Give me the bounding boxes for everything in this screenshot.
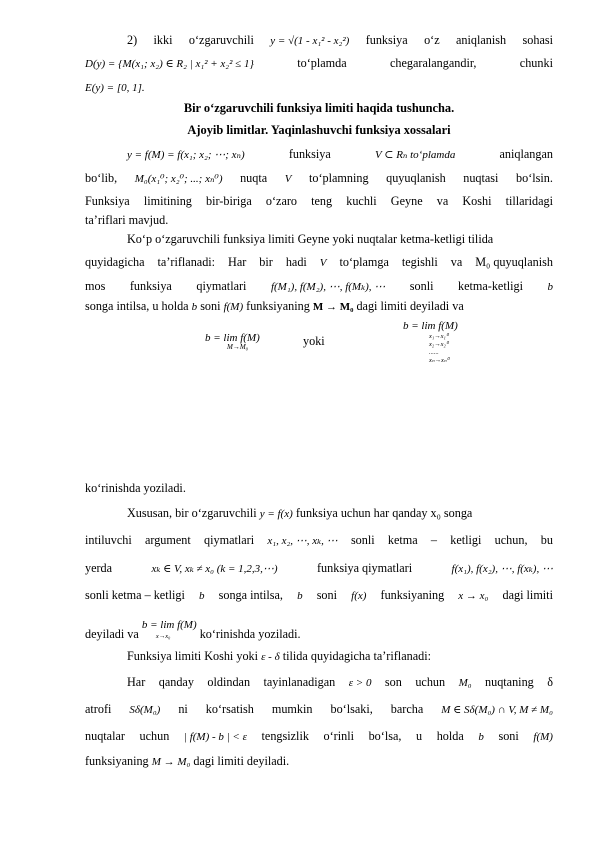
math-formula: | f(M) - b | < ε (183, 731, 247, 743)
text: sonli (409, 279, 434, 293)
math-formula: b = lim f(M) (141, 619, 197, 631)
text: nuqtalar (85, 729, 125, 743)
text: bo‘lsin. (516, 171, 553, 185)
text: bo‘lsa, (368, 729, 402, 743)
text: ni (178, 702, 188, 716)
paragraph-line (85, 728, 553, 745)
math-formula: E(y) = [0, 1]. (85, 82, 145, 94)
text: Funksiya limiti Koshi yoki (127, 649, 262, 663)
yoki-text: yoki (303, 334, 325, 348)
limit-formula-3 (142, 616, 197, 640)
paragraph-line (85, 55, 553, 72)
text: soni (316, 588, 338, 602)
text: Har (127, 675, 146, 689)
limit-formula-2 (403, 318, 458, 365)
text: bir (259, 255, 273, 269)
math-formula: M ∈ Sδ(M₀) ∩ V, M ≠ M₀ (441, 704, 553, 716)
paragraph-line (127, 32, 553, 49)
text: chunki (519, 56, 553, 70)
text: ketligi (450, 533, 482, 547)
text: uchun (139, 729, 170, 743)
paragraph-line (85, 560, 553, 577)
text: funksiyaning (85, 754, 152, 768)
text: sonli (350, 533, 375, 547)
text: soni (498, 729, 519, 743)
text: oldindan (207, 675, 251, 689)
text: aniqlangan (499, 147, 553, 161)
paragraph-line (127, 648, 553, 665)
text: soni (197, 299, 224, 313)
text: ko‘rinishda yoziladi. (196, 627, 301, 641)
text: nuqtasi (463, 171, 499, 185)
text: qiymatlari (204, 533, 255, 547)
text: ta’riflanadi: (157, 255, 216, 269)
paragraph-line (85, 298, 553, 315)
section-title: Bir o‘zgaruvchili funksiya limiti haqida tushuncha. (183, 101, 455, 115)
text: u (416, 729, 423, 743)
text: aniqlanish (456, 33, 507, 47)
text: holda (436, 729, 464, 743)
text: – (430, 533, 438, 547)
text: bo‘lib, (85, 171, 118, 185)
math-formula: D(y) = {M(x₁; x₂) ∈ R₂ | x₁² + x₂² ≤ 1} (85, 58, 254, 70)
text: son (384, 675, 402, 689)
text: funksiya (288, 147, 331, 161)
section-subtitle: Ajoyib limitlar. Yaqinlashuvchi funksiya xossalari (187, 123, 451, 137)
text: quyuqlanish (386, 171, 446, 185)
text: Koshi (462, 194, 492, 208)
text: Xususan, bir o‘zgaruvchili (127, 506, 260, 520)
paragraph-line (85, 193, 553, 209)
text: dagi limiti deyiladi. (190, 754, 290, 768)
limit-subscript-stack (429, 333, 458, 365)
text: teng (311, 194, 333, 208)
text: nuqta (240, 171, 268, 185)
text: 2) (127, 33, 138, 47)
text: funksiyaning (380, 588, 445, 602)
math-formula: f(M) (533, 731, 553, 743)
math-formula: V ⊂ Rₙ to‘plamda (374, 149, 456, 161)
text: funksiya qiymatlari (317, 561, 413, 575)
math-formula: x → x₀ (458, 590, 489, 602)
paragraph-line (85, 753, 553, 770)
text: bo‘lsaki, (330, 702, 373, 716)
text: mos (85, 279, 106, 293)
math-symbol: b (191, 301, 198, 313)
math-formula: f(M₁), f(M₂), ⋯, f(Mₖ), ⋯ (270, 281, 386, 293)
text: uchun (415, 675, 446, 689)
text: sonli ketma – ketligi (85, 588, 185, 602)
text: tengsizlik (261, 729, 309, 743)
text: bir-biriga (206, 194, 252, 208)
text: songa intilsa, u holda (85, 299, 192, 313)
text: Funksiya (85, 194, 130, 208)
math-formula: f(x₁), f(x₂), ⋯, f(xₖ), ⋯ (451, 563, 553, 575)
text: va (436, 194, 449, 208)
text: dagi limiti deyiladi va (353, 299, 464, 313)
text: o‘rinli (323, 729, 354, 743)
math-symbol: b (198, 590, 205, 602)
limit-formula-1 (205, 330, 260, 351)
math-symbol: V (319, 257, 327, 269)
text: tilida quyidagicha ta’riflanadi: (279, 649, 431, 663)
text: hadi (285, 255, 307, 269)
math-formula: f(M) (223, 301, 244, 313)
limit-subscript: M→M₀ (227, 343, 249, 351)
text: mumkin (271, 702, 313, 716)
text: o‘zaro (265, 194, 298, 208)
limit-subscript: ...... (429, 349, 439, 356)
math-formula: M₀(x₁⁰; x₂⁰; ...; xₙ⁰) (134, 173, 223, 185)
limit-subscript: xₙ→xₙ⁰ (429, 357, 450, 364)
text: uchun, (494, 533, 528, 547)
paragraph-line (127, 146, 553, 163)
text: barcha (390, 702, 424, 716)
paragraph-line: ko‘rinishda yoziladi. (85, 481, 186, 495)
math-formula: f(x) (351, 590, 367, 602)
text: chegaralangandir, (389, 56, 477, 70)
paragraph-line (85, 79, 553, 96)
text: quyidagicha (85, 255, 145, 269)
text: tillaridagi (505, 194, 553, 208)
limit-subscript: x₁→x₁⁰ (429, 333, 449, 340)
text: tegishli (401, 255, 438, 269)
text: ko‘rsatish (205, 702, 254, 716)
math-formula: Sδ(M₀) (129, 704, 161, 716)
math-formula: y = f(M) = f(x₁; x₂; ⋯; xₙ) (127, 149, 245, 161)
math-formula: b = lim f(M) (205, 332, 260, 344)
paragraph-line (85, 587, 553, 604)
limit-subscript: x₂→x₂⁰ (429, 341, 449, 348)
paragraph-line: Ko‘p o‘zgaruvchili funksiya limiti Geyne yoki nuqtalar ketma-ketligi tilida (127, 232, 494, 246)
math-formula: ε - δ (261, 651, 280, 663)
text: Geyne (390, 194, 423, 208)
paragraph-line (85, 254, 553, 271)
math-symbol: b (478, 731, 484, 743)
paragraph-line (85, 278, 553, 295)
text: yerda (85, 561, 113, 575)
text: ikki (153, 33, 173, 47)
text: funksiyaning (243, 299, 313, 313)
paragraph-line (85, 532, 553, 549)
text: argument (144, 533, 191, 547)
text: dagi limiti (502, 588, 553, 602)
paragraph-line: ta’riflari mavjud. (85, 213, 169, 227)
math-symbol: M₀ (458, 677, 472, 689)
text: qanday (158, 675, 194, 689)
text: limitining (143, 194, 192, 208)
text: songa intilsa, (218, 588, 283, 602)
text: to‘plamning (308, 171, 369, 185)
math-formula: y = f(x) (259, 508, 293, 520)
limit-subscript: x→x₀ (155, 633, 171, 640)
math-formula: ε > 0 (348, 677, 372, 689)
text: intiluvchi (85, 533, 132, 547)
text: qiymatlari (196, 279, 247, 293)
paragraph-line (85, 170, 553, 187)
text: funksiya (129, 279, 172, 293)
text: va (450, 255, 463, 269)
text: δ (547, 675, 553, 689)
math-symbol: b (297, 590, 303, 602)
text: atrofi (85, 702, 112, 716)
paragraph-line (85, 616, 553, 642)
text: Har (228, 255, 247, 269)
text: tayinlanadigan (263, 675, 336, 689)
text: o‘zgaruvchili (188, 33, 254, 47)
text: bu (540, 533, 553, 547)
text: to‘plamga (339, 255, 389, 269)
math-formula: x₁, x₂, ⋯, xₖ, ⋯ (267, 535, 338, 547)
text: ketma-ketligi (457, 279, 523, 293)
text: M₀ quyuqlanish (475, 255, 553, 269)
math-symbol: V (284, 173, 292, 185)
text: to‘plamda (297, 56, 347, 70)
math-symbol: b (547, 281, 553, 293)
paragraph-line (127, 674, 553, 691)
text: nuqtaning (485, 675, 534, 689)
text: ketma (387, 533, 418, 547)
text: kuchli (346, 194, 377, 208)
math-formula: M → M₀ (151, 756, 191, 768)
math-formula: b = lim f(M) (403, 320, 458, 332)
paragraph-line (85, 701, 553, 718)
text: funksiya uchun har qanday x₀ songa (292, 506, 473, 520)
math-formula: xₖ ∈ V, xₖ ≠ x₀ (k = 1,2,3,⋯) (151, 563, 278, 575)
text: deyiladi va (85, 627, 142, 641)
text: o‘z (424, 33, 440, 47)
text: sohasi (522, 33, 553, 47)
math-formula: M → M₀ (312, 301, 354, 313)
math-formula: y = √(1 - x₁² - x₂²) (270, 35, 350, 47)
paragraph-line (127, 505, 553, 522)
text: funksiya (365, 33, 408, 47)
